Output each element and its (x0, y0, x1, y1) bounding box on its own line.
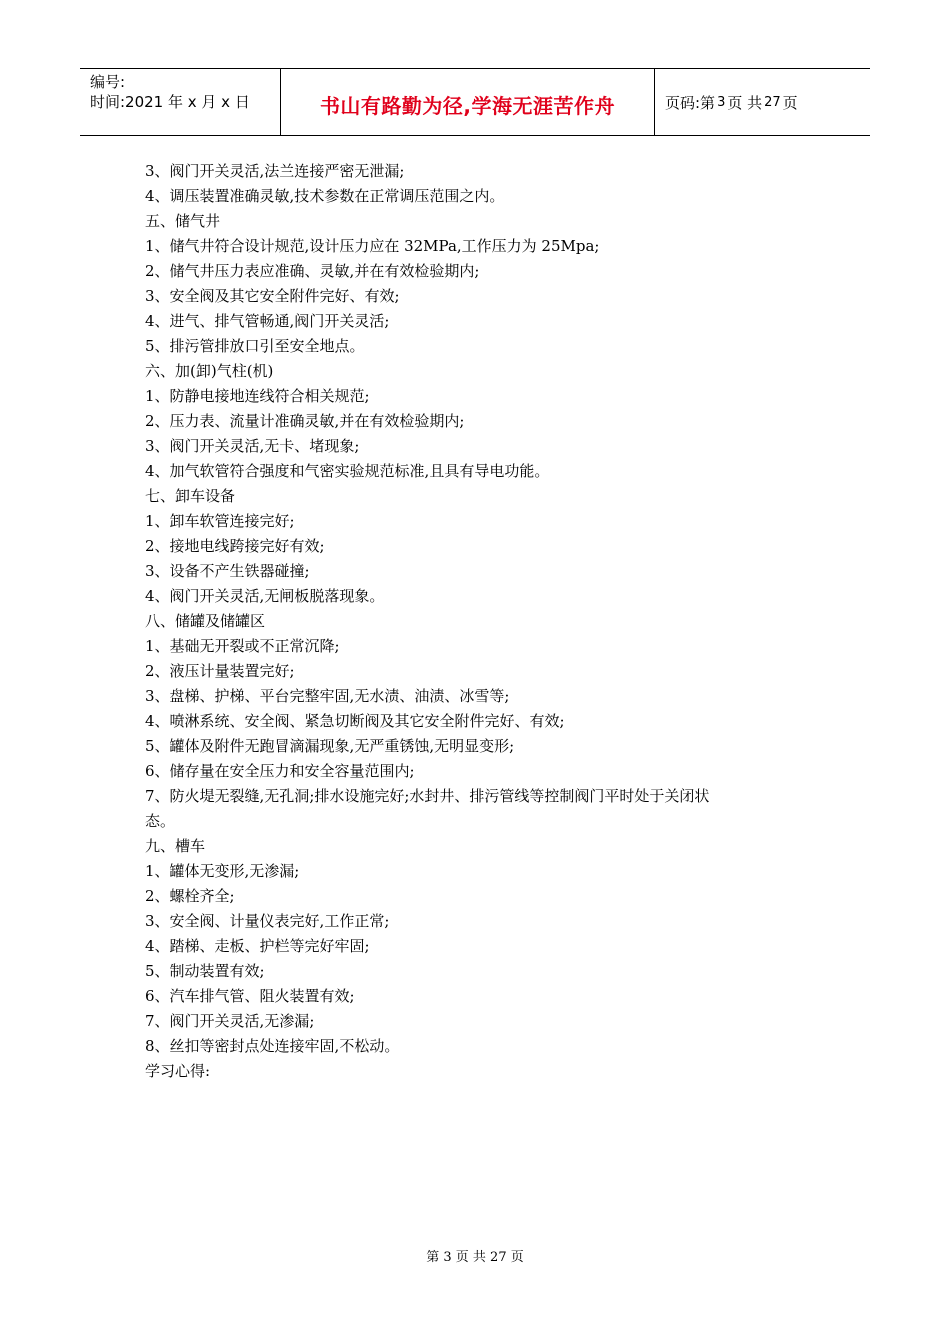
body-line: 3、安全阀、计量仪表完好,工作正常; (145, 912, 390, 930)
header-page-number (655, 69, 870, 135)
body-line: 1、卸车软管连接完好; (145, 512, 295, 530)
body-line: 3、阀门开关灵活,法兰连接严密无泄漏; (145, 162, 405, 180)
document-body (145, 159, 825, 1084)
body-line: 态。 (145, 812, 176, 830)
body-line: 2、接地电线跨接完好有效; (145, 537, 325, 555)
body-line: 3、安全阀及其它安全附件完好、有效; (145, 287, 400, 305)
body-line: 5、制动装置有效; (145, 962, 265, 980)
page-suffix: 页 (782, 93, 798, 112)
body-line: 3、阀门开关灵活,无卡、堵现象; (145, 437, 360, 455)
body-line: 4、踏梯、走板、护栏等完好牢固; (145, 937, 370, 955)
page-prefix: 页码:第 (665, 93, 716, 112)
body-line: 8、丝扣等密封点处连接牢固,不松动。 (145, 1037, 400, 1055)
page-footer: 第 3 页 共 27 页 (426, 1250, 524, 1265)
body-line: 5、排污管排放口引至安全地点。 (145, 337, 365, 355)
body-line: 7、防火堤无裂缝,无孔洞;排水设施完好;水封井、排污管线等控制阀门平时处于关闭状 (145, 787, 710, 805)
section-heading: 九、槽车 (145, 837, 206, 855)
body-line: 2、液压计量装置完好; (145, 662, 295, 680)
header-meta (80, 69, 281, 135)
page-header (80, 68, 870, 136)
header-motto: 书山有路勤为径,学海无涯苦作舟 (281, 69, 655, 135)
section-heading: 五、储气井 (145, 212, 221, 230)
body-line: 4、阀门开关灵活,无闸板脱落现象。 (145, 587, 385, 605)
page-current: 3 (717, 94, 726, 110)
body-line: 1、罐体无变形,无渗漏; (145, 862, 300, 880)
section-heading: 七、卸车设备 (145, 487, 236, 505)
body-line: 4、喷淋系统、安全阀、紧急切断阀及其它安全附件完好、有效; (145, 712, 565, 730)
body-line: 3、设备不产生铁器碰撞; (145, 562, 310, 580)
body-line: 4、加气软管符合强度和气密实验规范标准,且具有导电功能。 (145, 462, 550, 480)
body-line: 1、储气井符合设计规范,设计压力应在 32MPa,工作压力为 25Mpa; (145, 237, 600, 255)
page-mid: 页 共 (727, 93, 763, 112)
body-line: 6、储存量在安全压力和安全容量范围内; (145, 762, 415, 780)
serial-number-label: 编号: (90, 73, 126, 91)
body-line: 5、罐体及附件无跑冒滴漏现象,无严重锈蚀,无明显变形; (145, 737, 515, 755)
body-line: 7、阀门开关灵活,无渗漏; (145, 1012, 315, 1030)
body-line: 4、调压装置准确灵敏,技术参数在正常调压范围之内。 (145, 187, 505, 205)
section-heading: 六、加(卸)气柱(机) (145, 362, 274, 380)
date-label: 时间:2021 年 x 月 x 日 (90, 93, 250, 111)
notes-heading: 学习心得: (145, 1062, 211, 1080)
body-line: 1、防静电接地连线符合相关规范; (145, 387, 370, 405)
page-total: 27 (764, 94, 781, 110)
body-line: 2、储气井压力表应准确、灵敏,并在有效检验期内; (145, 262, 480, 280)
body-line: 2、压力表、流量计准确灵敏,并在有效检验期内; (145, 412, 465, 430)
body-line: 2、螺栓齐全; (145, 887, 235, 905)
body-line: 3、盘梯、护梯、平台完整牢固,无水渍、油渍、冰雪等; (145, 687, 510, 705)
body-line: 4、进气、排气管畅通,阀门开关灵活; (145, 312, 390, 330)
section-heading: 八、储罐及储罐区 (145, 612, 266, 630)
body-line: 1、基础无开裂或不正常沉降; (145, 637, 340, 655)
body-line: 6、汽车排气管、阻火装置有效; (145, 987, 355, 1005)
